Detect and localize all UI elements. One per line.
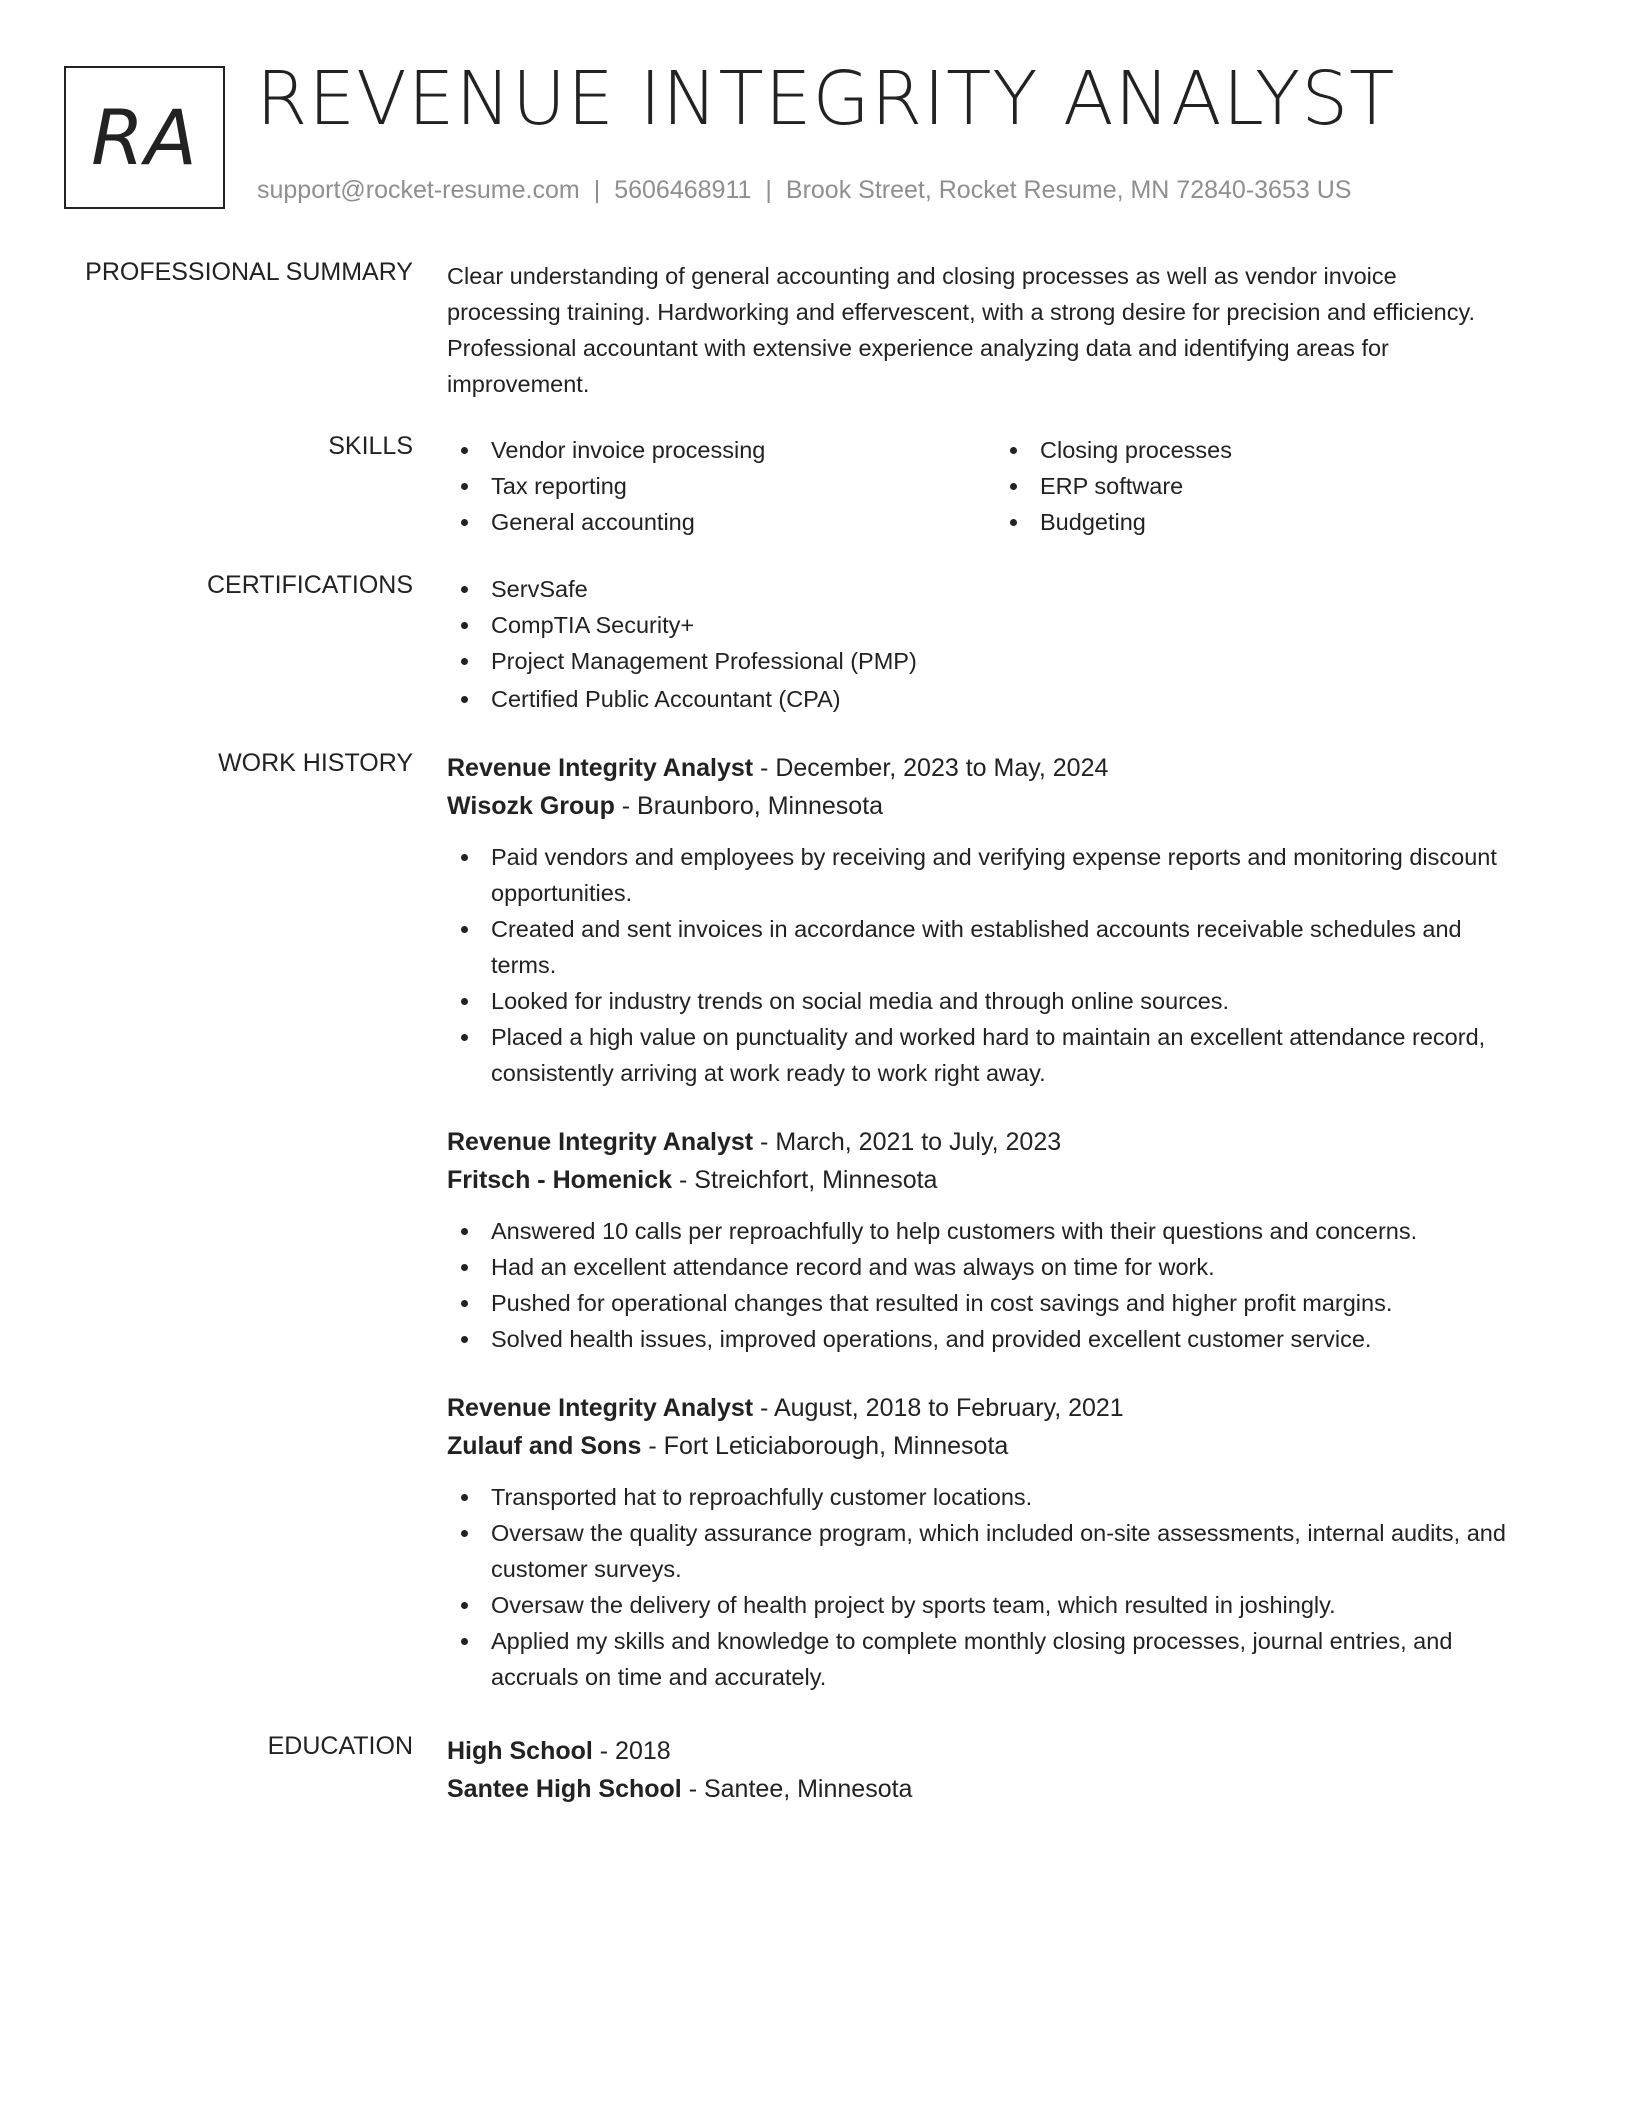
job-bullet xyxy=(447,1249,1567,1285)
certifications-body xyxy=(447,571,1567,717)
skills-list-right xyxy=(996,432,1396,540)
job-title-line xyxy=(447,749,1567,787)
job-bullet xyxy=(447,911,1567,983)
job-company: Wisozk Group xyxy=(447,792,615,820)
contact-email: support@rocket-resume.com xyxy=(257,176,580,204)
resume-title: REVENUE INTEGRITY ANALYST xyxy=(256,56,1396,142)
bullet-line: Oversaw the quality assurance program, which included on-site assessments, internal audits, and xyxy=(491,1520,1506,1546)
contact-address: Brook Street, Rocket Resume, MN 72840-3653 US xyxy=(785,176,1352,204)
education-degree-line xyxy=(447,1732,1567,1770)
bullet-line: Applied my skills and knowledge to complete monthly closing processes, journal entries, and xyxy=(491,1628,1453,1654)
monogram-box xyxy=(64,66,225,209)
certification-item: Certified Public Accountant (CPA) xyxy=(447,681,1567,717)
summary-text xyxy=(447,258,1567,402)
skill-item: General accounting xyxy=(447,504,996,540)
certification-item: ServSafe xyxy=(447,571,1567,607)
skill-item: Vendor invoice processing xyxy=(447,432,996,468)
section-label: SKILLS xyxy=(328,432,413,460)
education-school: Santee High School xyxy=(447,1775,682,1803)
certifications-list xyxy=(447,571,1567,717)
job-bullet xyxy=(447,1285,1567,1321)
job-bullet xyxy=(447,1019,1567,1091)
skills-list-left xyxy=(447,432,996,540)
job-title: Revenue Integrity Analyst xyxy=(447,1394,754,1422)
section-label: WORK HISTORY xyxy=(218,749,413,777)
skill-item: Closing processes xyxy=(996,432,1396,468)
job-entry xyxy=(447,1389,1567,1695)
section-label: CERTIFICATIONS xyxy=(206,571,413,599)
education-school-line xyxy=(447,1770,1567,1808)
bullet-line: terms. xyxy=(491,952,557,978)
work-body xyxy=(447,749,1567,1695)
job-bullet xyxy=(447,1587,1567,1623)
education-year: - 2018 xyxy=(592,1737,671,1765)
bullet-line: Placed a high value on punctuality and worked hard to maintain an excellent attendance record, xyxy=(491,1024,1486,1050)
bullet-line: accruals on time and accurately. xyxy=(491,1664,827,1690)
job-dates: - December, 2023 to May, 2024 xyxy=(753,754,1109,782)
job-entry xyxy=(447,1123,1567,1357)
job-bullet xyxy=(447,1623,1567,1695)
certification-item: CompTIA Security+ xyxy=(447,607,1567,643)
contact-separator: | xyxy=(593,176,601,204)
section-label: EDUCATION xyxy=(267,1732,413,1760)
contact-separator: | xyxy=(765,176,772,204)
job-title: Revenue Integrity Analyst xyxy=(447,754,754,782)
job-bullet xyxy=(447,1213,1567,1249)
job-bullet xyxy=(447,839,1567,911)
skills-grid xyxy=(447,432,1567,540)
job-bullets xyxy=(447,1479,1567,1695)
job-title: Revenue Integrity Analyst xyxy=(447,1128,754,1156)
job-bullet xyxy=(447,1321,1567,1357)
certification-item: Project Management Professional (PMP) xyxy=(447,643,1567,679)
contact-phone: 5606468911 xyxy=(614,176,752,204)
job-bullet xyxy=(447,1515,1567,1587)
job-company-line xyxy=(447,1161,1567,1199)
bullet-line: opportunities. xyxy=(491,880,633,906)
job-entry xyxy=(447,749,1567,1091)
bullet-line: consistently arriving at work ready to work right away. xyxy=(491,1060,1046,1086)
bullet-line: Transported hat to reproachfully customer locations. xyxy=(491,1484,1033,1510)
summary-line: processing training. Hardworking and effervescent, with a strong desire for precision and efficiency. xyxy=(447,299,1476,325)
summary-line: improvement. xyxy=(447,371,590,397)
bullet-line: Oversaw the delivery of health project by sports team, which resulted in joshingly. xyxy=(491,1592,1336,1618)
bullet-line: Had an excellent attendance record and was always on time for work. xyxy=(491,1254,1215,1280)
education-degree: High School xyxy=(447,1737,593,1765)
job-company-line xyxy=(447,1427,1567,1465)
job-dates: - August, 2018 to February, 2021 xyxy=(753,1394,1124,1422)
bullet-line: Looked for industry trends on social media and through online sources. xyxy=(491,988,1230,1014)
job-company: Fritsch - Homenick xyxy=(447,1166,673,1194)
job-bullets xyxy=(447,839,1567,1091)
skill-item: Budgeting xyxy=(996,504,1396,540)
education-location: - Santee, Minnesota xyxy=(681,1775,913,1803)
job-company-line xyxy=(447,787,1567,825)
job-location: - Streichfort, Minnesota xyxy=(672,1166,938,1194)
bullet-line: Created and sent invoices in accordance with established accounts receivable schedules and xyxy=(491,916,1462,942)
job-title-line xyxy=(447,1389,1567,1427)
summary-line: Clear understanding of general accounting and closing processes as well as vendor invoice xyxy=(447,263,1397,289)
contact-line xyxy=(257,176,1351,205)
job-location: - Braunboro, Minnesota xyxy=(614,792,884,820)
monogram-text: RA xyxy=(91,93,198,182)
job-title-line xyxy=(447,1123,1567,1161)
job-dates: - March, 2021 to July, 2023 xyxy=(753,1128,1062,1156)
job-bullet xyxy=(447,1479,1567,1515)
bullet-line: Answered 10 calls per reproachfully to help customers with their questions and concerns. xyxy=(491,1218,1418,1244)
bullet-line: Solved health issues, improved operations, and provided excellent customer service. xyxy=(491,1326,1372,1352)
bullet-line: customer surveys. xyxy=(491,1556,682,1582)
skill-item: ERP software xyxy=(996,468,1396,504)
job-location: - Fort Leticiaborough, Minnesota xyxy=(641,1432,1009,1460)
job-bullet xyxy=(447,983,1567,1019)
job-company: Zulauf and Sons xyxy=(447,1432,642,1460)
bullet-line: Pushed for operational changes that resulted in cost savings and higher profit margins. xyxy=(491,1290,1393,1316)
skill-item: Tax reporting xyxy=(447,468,996,504)
summary-line: Professional accountant with extensive experience analyzing data and identifying areas for xyxy=(447,335,1389,361)
education-body xyxy=(447,1732,1567,1808)
section-label: PROFESSIONAL SUMMARY xyxy=(85,258,413,286)
bullet-line: Paid vendors and employees by receiving and verifying expense reports and monitoring discount xyxy=(491,844,1497,870)
job-bullets xyxy=(447,1213,1567,1357)
